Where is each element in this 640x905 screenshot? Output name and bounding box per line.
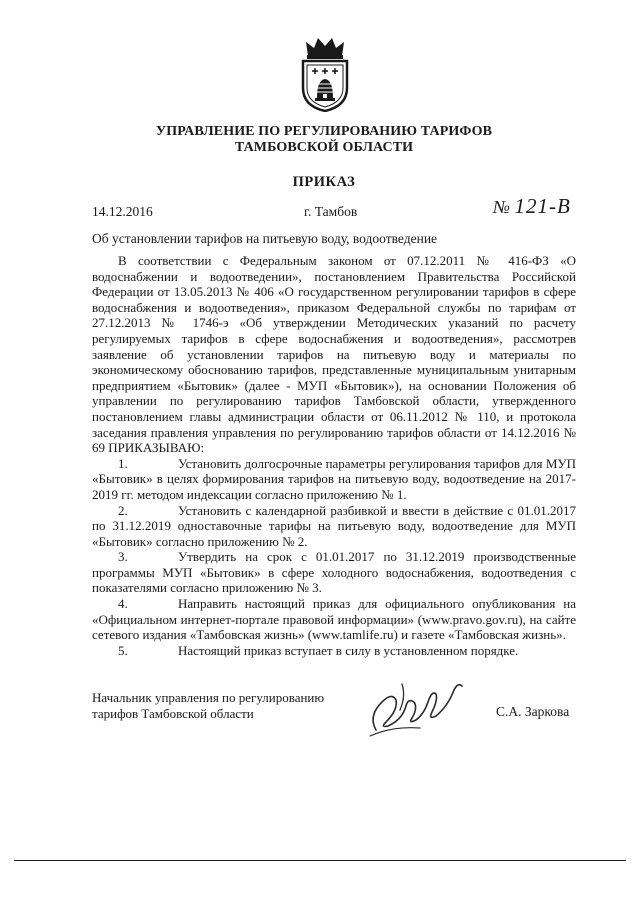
- order-item-2: [92, 503, 576, 550]
- order-subject: Об установлении тарифов на питьевую воду, водоотведение: [92, 231, 438, 246]
- item-text: Настоящий приказ вступает в силу в установленном порядке.: [178, 642, 519, 658]
- handwritten-signature: [362, 676, 474, 740]
- order-number: [493, 194, 571, 219]
- item-number: 1.: [118, 455, 128, 471]
- signatory-name: С.А. Заркова: [496, 704, 570, 719]
- signatory-position-line1: Начальник управления по регулированию: [92, 690, 325, 705]
- organization-name-line1: УПРАВЛЕНИЕ ПО РЕГУЛИРОВАНИЮ ТАРИФОВ: [155, 124, 493, 139]
- item-number: 5.: [118, 642, 128, 658]
- item-text: Установить с календарной разбивкой и ввести в действие с 01.01.2017 по 31.12.2019 одноставочные тарифы на питьевую воду, водоотведение для МУП «Бытовик» согласно приложению № 2.: [92, 502, 576, 549]
- number-sign: №: [493, 197, 510, 217]
- order-item-1: [92, 456, 576, 503]
- order-item-3: [92, 549, 576, 596]
- order-item-5: [92, 643, 576, 659]
- item-text: Направить настоящий приказ для официального опубликования на «Официальном интернет-портале правовой информации» (www.pravo.gov.ru), на сайте сетевого издания «Тамбовская жизнь» (www.tamlife.ru) и газете «Тамбовская жизнь».: [92, 596, 576, 643]
- item-number: 3.: [118, 549, 128, 565]
- item-number: 4.: [118, 596, 128, 612]
- order-date: 14.12.2016: [92, 204, 153, 219]
- organization-name-line2: ТАМБОВСКОЙ ОБЛАСТИ: [234, 140, 414, 155]
- item-text: Утвердить на срок с 01.01.2017 по 31.12.2019 производственные программы МУП «Бытовик» в сфере холодного водоснабжения, водоотведения с показателями согласно приложению № 3.: [92, 549, 576, 596]
- handwritten-number: 121-В: [514, 194, 571, 218]
- preamble-paragraph: В соответствии с Федеральным законом от 07.12.2011 № 416-ФЗ «О водоснабжении и водоотведении», постановлением Правительства Российской Федерации от 13.05.2013 № 406 «О государственном регулировании тарифов в сфере водоснабжения и водоотведения», приказом Федеральной службы по тарифам от 27.12.2013 № 1746-э «Об утверждении Методических указаний по расчету регулируемых тарифов в сфере водоснабжения и водоотведения», рассмотрев заявление об установлении тарифов на питьевую воду и материалы по экономическому обоснованию тарифов, представленные муниципальным унитарным предприятием «Бытовик» (далее - МУП «Бытовик»), на основании Положения об управлении по регулированию тарифов Тамбовской области, утвержденного постановлением главы администрации области от 06.11.2012 № 110, и протокола заседания правления управления по регулированию тарифов области от 14.12.2016 № 69 ПРИКАЗЫВАЮ:: [92, 253, 576, 456]
- order-item-4: [92, 596, 576, 643]
- coat-of-arms-emblem: [298, 36, 352, 112]
- item-text: Установить долгосрочные параметры регулирования тарифов для МУП «Бытовик» в целях формирования тарифов на питьевую воду, водоотведение на 2017-2019 гг. методом индексации согласно приложению № 1.: [92, 455, 576, 502]
- order-city: г. Тамбов: [304, 204, 358, 219]
- bottom-divider: [14, 860, 626, 861]
- order-body: [92, 253, 576, 658]
- item-number: 2.: [118, 502, 128, 518]
- svg-text:✚: ✚: [331, 67, 339, 76]
- signatory-position: [92, 690, 324, 721]
- svg-text:✚: ✚: [321, 67, 329, 76]
- svg-text:✚: ✚: [311, 67, 319, 76]
- document-type-title: ПРИКАЗ: [292, 174, 356, 190]
- signatory-position-line2: тарифов Тамбовской области: [92, 705, 254, 721]
